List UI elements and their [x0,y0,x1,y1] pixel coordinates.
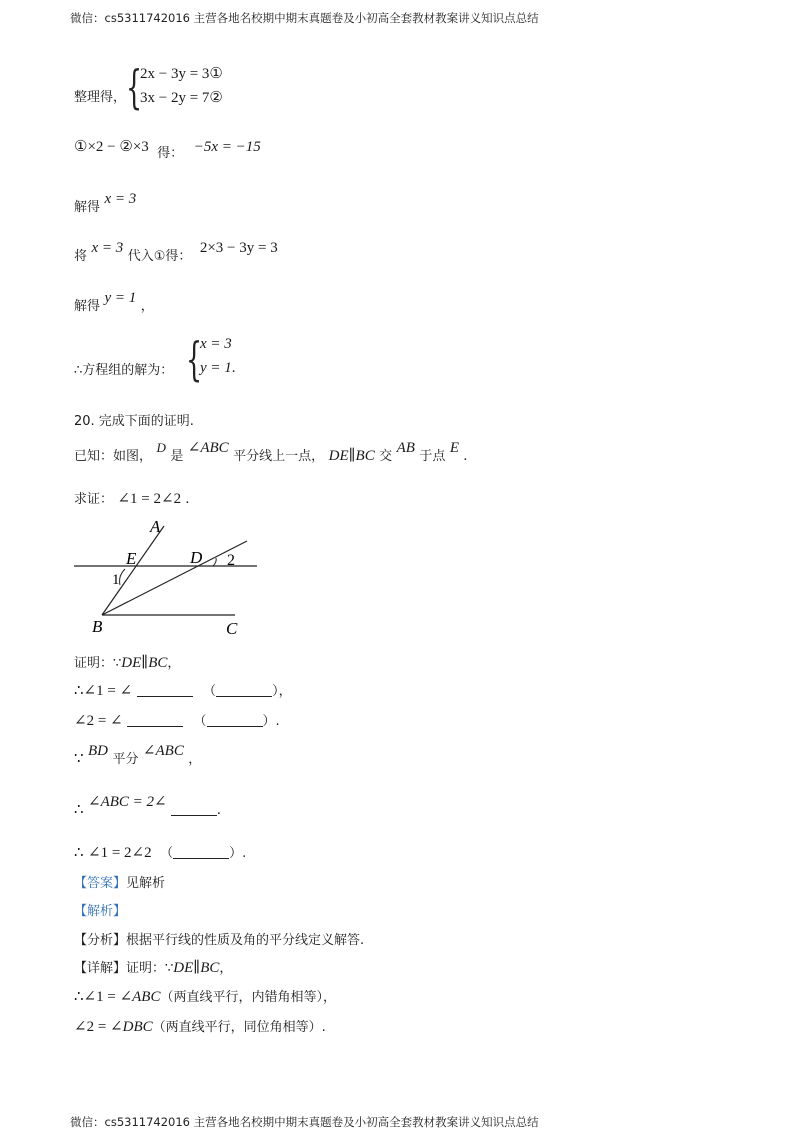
d1-post: （两直线平行，内错角相等）， [160,990,336,1005]
proof-3-paren-open: （ [193,714,207,729]
final-label: ∴方程组的解为： [74,363,174,378]
proof-6-paren-open: （ [160,846,174,861]
proof-line-5 [74,794,221,819]
proof-line-2 [74,680,292,700]
solve-y-value: y = 1 [104,290,137,306]
final-period: . [231,360,236,376]
combine-de: 得： [157,146,184,161]
label-A: A [150,517,161,536]
solve-x-label: 解得 [74,200,101,215]
combine-result: −5x = −15 [193,139,261,155]
combine-expr: ①×2 − ②×3 [74,139,149,155]
proof-5-pre: ∴ [74,802,84,818]
d2-expr: DBC [122,1019,153,1035]
system-brace: { [126,60,143,114]
proof-5-post: . [217,802,221,818]
solve-y-comma: ， [140,299,154,314]
tidy-label: 整理得， [74,90,127,105]
given-period: . [463,448,468,464]
d1-expr: ABC [132,989,161,1005]
detail-post: ， [219,961,233,976]
proof-line-4 [74,743,202,768]
detail-line [74,957,232,977]
prove-end: . [185,491,190,507]
prove-expr: ∠1 = 2∠2 [117,491,182,507]
given-D: D [156,440,166,455]
substitute-result: 2×3 − 3y = 3 [199,240,278,256]
substitute-line [74,240,278,265]
given-jiao: 交 [379,449,393,464]
proof-2-pre: ∴∠1 = ∠ [74,683,133,699]
solve-x-line [74,191,137,216]
proof-3-pre: ∠2 = ∠ [74,713,123,729]
proof-6-pre: ∴ [74,845,84,861]
proof-2-blank-reason[interactable] [216,682,272,697]
detail-step-2 [74,1016,326,1036]
given-AB: AB [396,440,415,456]
label-B: B [92,617,103,636]
geometry-figure [70,510,280,640]
detail-step-1 [74,986,336,1006]
given-bisector: 平分线上一点， [233,449,325,464]
proof-line-6 [74,842,246,862]
question-title: 20. 完成下面的证明. [74,414,194,429]
prove-label: 求证： [74,492,114,507]
given-parallel: DE∥BC [328,448,375,464]
label-E: E [126,549,137,568]
page-header: 微信：cs5311742016 主营各地名校期中期末真题卷及小初高全套教材教案讲义知识点总结 [70,11,539,25]
page-footer: 微信：cs5311742016 主营各地名校期中期末真题卷及小初高全套教材教案讲义知识点总结 [70,1115,539,1129]
proof-4-because: ∵ [74,751,84,767]
proof-line-3 [74,710,280,730]
answer-line [74,872,165,891]
line-BD [102,541,247,615]
final-brace: { [186,332,203,386]
proof-2-blank-angle[interactable] [137,682,193,697]
prove-line [74,488,189,508]
final-y: y = 1 [200,360,232,376]
substitute-x: x = 3 [91,240,124,256]
solve-x-value: x = 3 [104,191,137,207]
final-y-line [200,360,236,377]
given-angle: ∠ABC [187,440,229,456]
proof-6-expr: ∠1 = 2∠2 [88,845,152,861]
proof-1-post: ， [167,656,181,671]
label-2: 2 [227,552,235,569]
fenxi-line: 【分析】根据平行线的性质及角的平分线定义解答. [74,933,365,948]
proof-3-paren-close: ）. [262,714,280,729]
proof-4-post: ， [188,752,202,767]
d1-pre: ∴∠1 = ∠ [74,989,133,1005]
proof-3-blank-angle[interactable] [127,712,183,727]
d2-pre: ∠2 = ∠ [74,1019,123,1035]
proof-3-blank-reason[interactable] [207,712,263,727]
combine-line [74,136,261,161]
given-yudian: 于点 [419,449,446,464]
angle-2-arc [213,558,216,566]
given-shi: 是 [170,449,184,464]
label-D: D [190,548,203,567]
proof-5-blank[interactable] [171,801,217,816]
detail-pre: 【详解】证明：∵ [74,961,174,976]
answer-text: 见解析 [126,876,166,891]
system-eq1: 2x − 3y = 3① [140,66,223,82]
answer-tag: 【答案】 [74,876,127,891]
solve-y-line [74,290,154,315]
label-C: C [226,619,238,638]
proof-2-paren-close: ）， [272,684,292,699]
proof-1-expr: DE∥BC [121,655,168,671]
question-given [74,440,468,465]
system-eq2: 3x − 2y = 7② [140,90,223,106]
line-BA [102,526,164,615]
proof-4-pingfen: 平分 [112,752,139,767]
label-1: 1 [112,572,120,588]
proof-5-expr: ∠ABC = 2∠ [88,794,167,810]
proof-6-paren-close: ）. [229,846,247,861]
substitute-label: 代入①得： [127,249,192,264]
substitute-jiang: 将 [74,249,88,264]
proof-1-pre: 证明：∵ [74,656,122,671]
analysis-tag: 【解析】 [74,904,127,919]
final-x: x = 3 [200,336,232,352]
given-E: E [449,440,460,456]
solve-y-label: 解得 [74,299,101,314]
proof-4-BD: BD [88,743,108,759]
proof-4-angle: ∠ABC [142,743,184,759]
analysis-line [74,900,126,919]
proof-2-paren-open: （ [203,684,217,699]
proof-6-blank-reason[interactable] [173,844,229,859]
d2-post: （两直线平行，同位角相等）. [152,1020,326,1035]
proof-line-1 [74,652,180,672]
detail-expr: DE∥BC [173,960,220,976]
given-prefix: 已知：如图， [74,449,153,464]
